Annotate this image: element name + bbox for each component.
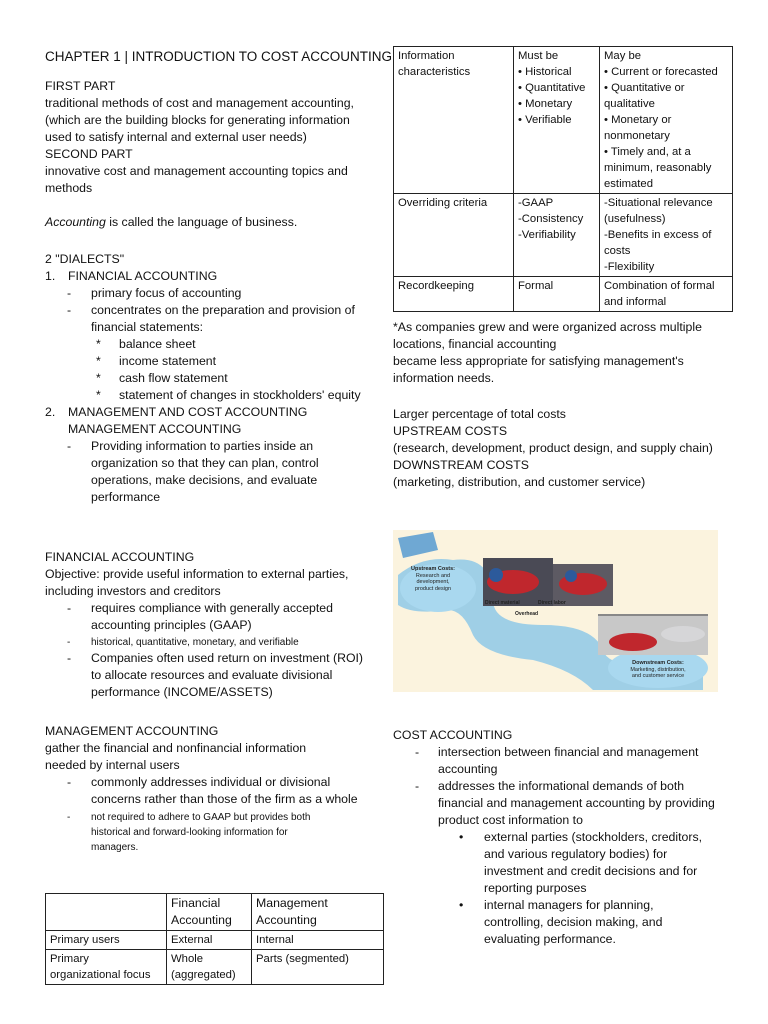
statement-text: statement of changes in stockholders' equity <box>119 388 361 402</box>
management-section <box>45 723 385 855</box>
list-item: • external parties (stockholders, creditors, and various regulatory bodies) for investment and credit decisions and for reporting purposes <box>393 829 738 897</box>
financial-heading: FINANCIAL ACCOUNTING <box>45 550 195 564</box>
caption-line: development, <box>416 579 450 586</box>
table-row <box>46 931 384 950</box>
list-item: - not required to adhere to GAAP but provides both historical and forward-looking information for managers. <box>45 808 385 855</box>
list-item: - intersection between financial and management accounting <box>393 744 738 778</box>
list-item-text: Providing information to parties inside an <box>91 439 314 453</box>
list-item-text: accounting <box>438 762 498 776</box>
table-header-cell <box>46 894 167 931</box>
list-item: - primary focus of accounting <box>45 285 385 302</box>
financial-objective: Objective: provide useful information to external parties, <box>45 567 349 581</box>
intro-section <box>45 78 375 231</box>
second-part-line: innovative cost and management accounting topics and <box>45 164 348 178</box>
table-row <box>46 950 384 985</box>
list-item-text: evaluating performance. <box>484 932 616 946</box>
statement-item: * balance sheet <box>96 337 196 351</box>
table-cell <box>600 277 733 312</box>
caption-line: Downstream Costs: <box>632 660 684 666</box>
table-row <box>394 194 733 277</box>
downstream-desc: (marketing, distribution, and customer service) <box>393 475 646 489</box>
list-item-text: accounting principles (GAAP) <box>91 618 252 632</box>
note-line: information needs. <box>393 371 495 385</box>
table-cell <box>514 194 600 277</box>
downstream-label: DOWNSTREAM COSTS <box>393 458 529 472</box>
list-item-text: intersection between financial and management <box>438 745 699 759</box>
caption-line: Upstream Costs: <box>410 566 455 572</box>
overhead-label: Overhead <box>515 611 539 617</box>
item-label: FINANCIAL ACCOUNTING <box>68 269 218 283</box>
list-item-text: reporting purposes <box>484 881 587 895</box>
chapter-title: CHAPTER 1 | INTRODUCTION TO COST ACCOUNTING <box>45 49 393 64</box>
list-item: - commonly addresses individual or divisional concerns rather than those of the firm as a whole <box>45 774 385 808</box>
item-label: MANAGEMENT AND COST ACCOUNTING <box>68 405 308 419</box>
list-item-text: product cost information to <box>438 813 583 827</box>
list-item-text: requires compliance with generally accepted <box>91 601 333 615</box>
dialects-section <box>45 251 385 506</box>
table-cell <box>600 47 733 194</box>
table-header-cell: Financial Accounting <box>167 894 252 931</box>
list-item-text: commonly addresses individual or divisional <box>91 775 331 789</box>
list-item-text: primary focus of accounting <box>91 286 242 300</box>
table-cell <box>600 194 733 277</box>
dialect-item-2 <box>45 404 385 421</box>
list-item: • internal managers for planning, controlling, decision making, and evaluating performance. <box>393 897 738 948</box>
caption-line: Research and <box>415 572 451 579</box>
direct-labor-label: Direct labor <box>538 600 566 606</box>
cell-line: • Verifiable <box>518 114 572 126</box>
cell-line: (usefulness) <box>604 213 666 225</box>
list-item: - historical, quantitative, monetary, and verifiable <box>45 634 385 650</box>
list-item: - requires compliance with generally accepted accounting principles (GAAP) <box>45 600 385 634</box>
item-sub-heading: MANAGEMENT ACCOUNTING <box>68 422 242 436</box>
cell-line: • Timely and, at a <box>604 146 691 158</box>
dialects-heading: 2 "DIALECTS" <box>45 252 125 266</box>
cell-line: -GAAP <box>518 197 554 209</box>
cell-line: -Benefits in excess of <box>604 229 712 241</box>
caption-line: Marketing, distribution, <box>630 666 686 673</box>
costs-section <box>393 406 738 491</box>
cell-line: -Verifiability <box>518 229 576 241</box>
list-item-text: external parties (stockholders, creditors, <box>484 830 703 844</box>
cell-line: minimum, reasonably <box>604 162 712 174</box>
list-item-text: internal managers for planning, <box>484 898 654 912</box>
list-item-text: and various regulatory bodies) for <box>484 847 668 861</box>
list-item-text: performance (INCOME/ASSETS) <box>91 685 273 699</box>
note-line: locations, financial accounting <box>393 337 557 351</box>
cell-line: • Monetary or <box>604 114 672 126</box>
value-chain-illustration <box>393 530 718 692</box>
list-item: - concentrates on the preparation and provision of financial statements: <box>45 302 385 336</box>
list-item-text: managers. <box>91 842 139 853</box>
financial-objective: including investors and creditors <box>45 584 221 598</box>
item-number: 2. <box>45 405 56 419</box>
list-item-text: historical, quantitative, monetary, and verifiable <box>91 637 299 648</box>
table-cell: Whole (aggregated) <box>167 950 252 985</box>
first-part-label: FIRST PART <box>45 79 116 93</box>
financial-section <box>45 549 385 701</box>
cell-line: • Monetary <box>518 98 573 110</box>
note-line: *As companies grew and were organized across multiple <box>393 320 702 334</box>
table-cell: Overriding criteria <box>394 194 514 277</box>
caption-line: product design <box>414 585 452 592</box>
table-header-row <box>46 894 384 931</box>
cell-line: • Current or forecasted <box>604 66 718 78</box>
list-item-text: financial and management accounting by providing <box>438 796 715 810</box>
cell-line: Combination of formal <box>604 280 715 292</box>
note-section <box>393 319 738 387</box>
table-cell: Primary users <box>46 931 167 950</box>
list-item-text: operations, make decisions, and evaluate <box>91 473 318 487</box>
table-cell: Formal <box>514 277 600 312</box>
cell-line: qualitative <box>604 98 655 110</box>
cell-line: nonmonetary <box>604 130 670 142</box>
list-item-text: addresses the informational demands of both <box>438 779 685 793</box>
table-cell: Information characteristics <box>394 47 514 194</box>
accounting-definition <box>45 214 375 231</box>
cell-line: estimated <box>604 178 653 190</box>
list-item: - Providing information to parties inside an organization so that they can plan, control operations, make decisions, and evaluate performance <box>45 438 385 506</box>
table-header-cell: Management Accounting <box>252 894 384 931</box>
characteristics-table <box>393 46 733 312</box>
cell-line: -Flexibility <box>604 261 655 273</box>
item-number: 1. <box>45 269 56 283</box>
first-part-line: used to satisfy internal and external user needs) <box>45 130 307 144</box>
statement-text: cash flow statement <box>119 371 228 385</box>
management-heading: MANAGEMENT ACCOUNTING <box>45 724 219 738</box>
management-intro: gather the financial and nonfinancial information <box>45 741 307 755</box>
accounting-word: Accounting <box>45 215 106 229</box>
list-item-text: investment and credit decisions and for <box>484 864 698 878</box>
cell-line: Must be <box>518 50 559 62</box>
cell-line: and informal <box>604 296 667 308</box>
list-item-text: controlling, decision making, and <box>484 915 663 929</box>
second-part-line: methods <box>45 181 93 195</box>
statement-item: * cash flow statement <box>96 371 228 385</box>
second-part-label: SECOND PART <box>45 147 133 161</box>
cost-accounting-section <box>393 727 738 948</box>
list-item-text: organization so that they can plan, control <box>91 456 319 470</box>
statement-text: income statement <box>119 354 217 368</box>
first-part-line: (which are the building blocks for generating information <box>45 113 350 127</box>
list-item-text: concerns rather than those of the firm as a whole <box>91 792 358 806</box>
downstream-caption <box>613 660 703 680</box>
statement-text: balance sheet <box>119 337 196 351</box>
roi-term: return on investment (ROI) <box>217 651 364 665</box>
cell-line: costs <box>604 245 631 257</box>
cell-line: -Consistency <box>518 213 584 225</box>
list-item-text: concentrates on the preparation and provision of <box>91 303 355 317</box>
first-part-line: traditional methods of cost and management accounting, <box>45 96 354 110</box>
list-item-text: historical and forward-looking information for <box>91 827 288 838</box>
table-cell: External <box>167 931 252 950</box>
cell-line: • Historical <box>518 66 572 78</box>
list-item-text: to allocate resources and evaluate divisional <box>91 668 333 682</box>
accounting-rest: is called the language of business. <box>105 215 298 229</box>
cell-line: -Situational relevance <box>604 197 713 209</box>
table-cell: Recordkeeping <box>394 277 514 312</box>
cell-line: • Quantitative <box>518 82 586 94</box>
direct-material-label: Direct material <box>485 600 520 606</box>
list-item: - addresses the informational demands of both financial and management accounting by providing product cost information to <box>393 778 738 829</box>
statement-item: * income statement <box>96 354 217 368</box>
note-line: became less appropriate for satisfying management's <box>393 354 684 368</box>
dialect-item-1 <box>45 268 385 285</box>
management-intro: needed by internal users <box>45 758 180 772</box>
table-cell: Primary organizational focus <box>46 950 167 985</box>
table-row <box>394 277 733 312</box>
list-item-text: Companies often used <box>91 651 218 665</box>
upstream-caption <box>399 566 467 592</box>
cost-accounting-heading: COST ACCOUNTING <box>393 728 513 742</box>
upstream-desc: (research, development, product design, and supply chain) <box>393 441 713 455</box>
table-row <box>394 47 733 194</box>
costs-intro: Larger percentage of total costs <box>393 407 566 421</box>
list-item: - Companies often used return on investment (ROI) to allocate resources and evaluate divisional performance (INCOME/ASSETS) <box>45 650 385 701</box>
cell-line: May be <box>604 50 642 62</box>
caption-line: and customer service <box>631 673 685 680</box>
table-cell: Parts (segmented) <box>252 950 384 985</box>
statement-item: * statement of changes in stockholders' equity <box>96 388 361 402</box>
upstream-label: UPSTREAM COSTS <box>393 424 508 438</box>
comparison-table <box>45 893 384 985</box>
list-item-text: financial statements: <box>91 320 204 334</box>
table-cell <box>514 47 600 194</box>
list-item-text: performance <box>91 490 161 504</box>
cell-line: • Quantitative or <box>604 82 685 94</box>
list-item-text: not required to adhere to GAAP but provides both <box>91 812 311 823</box>
table-cell: Internal <box>252 931 384 950</box>
